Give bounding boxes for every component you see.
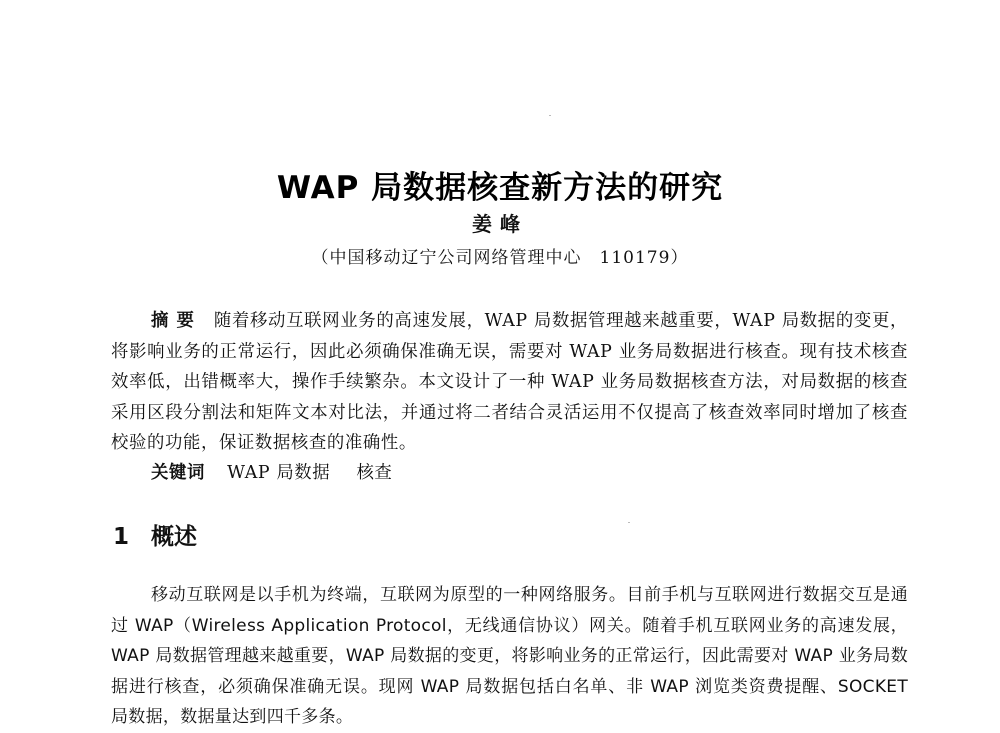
keyword-item: 核查 (356, 463, 393, 483)
scan-speck (549, 115, 551, 116)
abstract-text: 随着移动互联网业务的高速发展，WAP 局数据管理越来越重要，WAP 局数据的变更，将影响业务的正常运行，因此必须确保准确无误，需要对 WAP 业务局数据进行核查。现有技术核查效率低，出错概率大，操作手续繁杂。本文设计了一种 WAP 业务局数据核查方法，对局数据的核查采用区段分割法和矩阵文本对比法，并通过将二者结合灵活运用不仅提高了核查效率同时增加了核查校验的功能，保证数据核查的准确性。 (111, 311, 908, 453)
abstract-label: 摘要 (151, 311, 202, 331)
body-paragraph: 移动互联网是以手机为终端，互联网为原型的一种网络服务。目前手机与互联网进行数据交互是通过 WAP（Wireless Application Protocol，无线通信协议）网关。随着手机互联网业务的高速发展，WAP 局数据管理越来越重要，WAP 局数据的变更，将影响业务的正常运行，因此需要对 WAP 业务局数据进行核查，必须确保准确无误。现网 WAP 局数据包括白名单、非 WAP 浏览类资费提醒、SOCKET 局数据，数据量达到四千多条。 (111, 585, 908, 727)
scan-speck (628, 522, 630, 523)
author-name: 姜峰 (472, 212, 528, 236)
abstract-paragraph (111, 306, 908, 459)
author-affiliation: （中国移动辽宁公司网络管理中心 110179） (311, 248, 689, 268)
section-heading (113, 518, 197, 551)
section-number: 1 (113, 524, 130, 550)
keywords-label: 关键词 (151, 463, 205, 483)
keywords-line (151, 458, 412, 488)
keyword-item: WAP 局数据 (227, 463, 331, 483)
paper-title: WAP 局数据核查新方法的研究 (276, 170, 724, 206)
section-title: 概述 (151, 524, 198, 550)
